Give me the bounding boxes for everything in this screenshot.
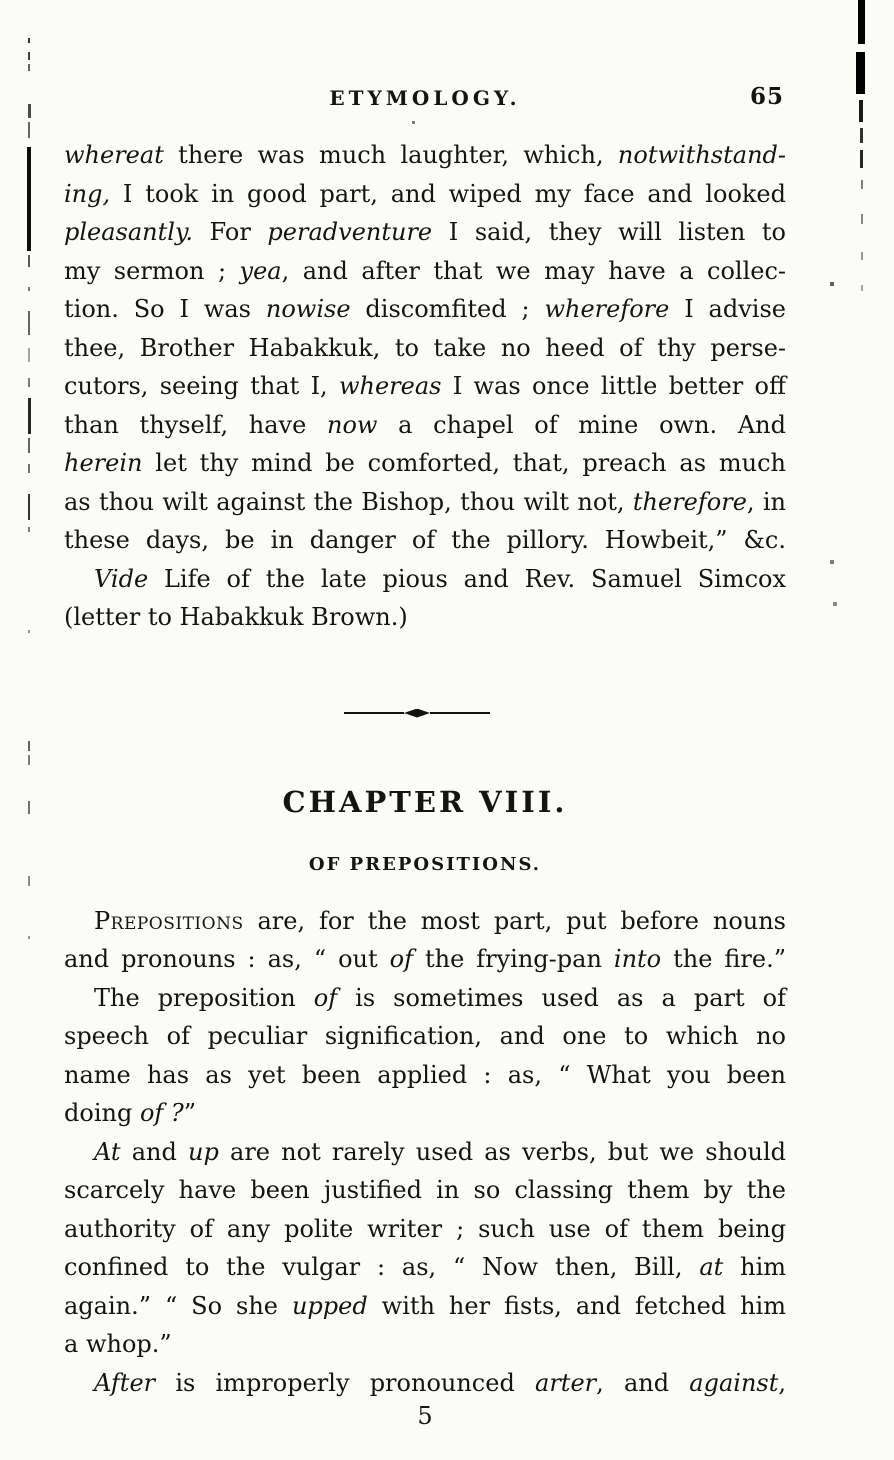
text-segment: After [94,1368,156,1397]
text-line [64,1133,786,1172]
text-segment: him [723,1253,786,1281]
text-segment: whereas [338,372,442,400]
text-segment: are not rarely used as verbs, but we should [218,1137,787,1166]
text-segment: , and after that we may have a collec- [281,256,786,285]
text-segment: tion. So I was [64,295,266,323]
text-segment: peradventure [267,218,433,246]
text-segment: is sometimes used as a part of [337,983,786,1012]
scan-artifact [28,876,30,886]
text-segment: into [613,945,662,973]
scan-artifact [861,180,863,189]
text-segment: The preposition [94,983,314,1012]
scan-artifact [28,378,30,387]
scan-artifact [28,122,30,138]
chapter-text [64,902,786,1403]
scan-artifact [28,630,30,633]
divider-rule-right [430,712,490,715]
text-segment: ing, [64,179,111,208]
text-segment: wherefore [544,295,670,323]
page-number: 65 [749,83,784,110]
text-segment: of [389,945,413,973]
paragraph [64,1133,786,1364]
signature-mark: 5 [417,1402,433,1430]
text-line [64,1248,786,1287]
scan-artifact [861,214,863,224]
text-segment: , in [746,487,787,516]
text-segment: the frying-pan [412,945,614,973]
text-line [64,1171,786,1210]
text-segment: , and [596,1368,690,1397]
text-segment: against [689,1368,779,1397]
text-segment: let thy mind be comforted, that, preach as much [142,449,786,477]
text-segment: cutors, seeing that I, [64,372,339,400]
scan-artifact [861,252,863,260]
text-segment: For [192,218,268,246]
text-segment: is improperly pronounced [155,1368,536,1397]
text-segment: upped [291,1291,368,1320]
text-line [64,367,786,406]
paragraph [64,1364,786,1403]
text-segment: a whop.” [64,1330,172,1358]
text-line [64,290,786,329]
text-segment: (letter to Habakkuk Brown.) [64,603,408,631]
scan-artifact [28,438,30,453]
scan-artifact [28,104,31,118]
scan-artifact [28,494,30,520]
text-segment: doing [64,1099,140,1127]
text-segment: authority of any polite writer ; such use of them being [64,1214,786,1243]
scan-artifact [28,755,30,765]
text-line [64,1325,786,1364]
text-line [64,598,786,637]
section-heading: OF PREPOSITIONS. [308,853,542,875]
scan-artifact [28,398,31,434]
text-line [64,560,786,599]
paragraph [64,902,786,979]
text-line [64,1017,786,1056]
paragraph [64,979,786,1133]
scan-artifact [28,936,30,939]
text-segment: than thyself, have [64,410,327,439]
scan-artifact [28,38,30,43]
divider-diamond-icon [404,709,430,718]
text-segment: a chapel of mine own. And [377,410,786,439]
text-segment: discomfited ; [350,295,545,323]
scan-artifact [28,64,30,71]
scan-artifact [861,285,863,291]
text-line [64,1364,786,1403]
text-segment: up [188,1137,219,1166]
scan-artifact [830,282,834,286]
scan-artifact [856,52,865,94]
scan-artifact [28,741,30,751]
text-segment: nowise [265,295,351,323]
text-segment: , [778,1368,786,1397]
scan-artifact [833,602,837,606]
text-line [64,979,786,1018]
text-line [64,521,786,560]
text-line [64,902,786,941]
text-segment: therefore [632,487,747,516]
text-segment: thee, Brother Habakkuk, to take no heed of thy perse- [64,333,786,362]
section-divider [344,709,490,718]
scan-artifact [28,464,30,473]
text-segment: of [313,983,338,1012]
text-line [64,136,786,175]
page-header [64,83,786,110]
paragraph [64,136,786,560]
text-segment: the fire.” [661,945,787,973]
text-segment: at [699,1253,724,1281]
text-segment: At [94,1137,121,1166]
scan-artifact [860,150,863,168]
running-head: ETYMOLOGY. [329,86,521,110]
scan-artifact [28,801,30,814]
text-segment: notwithstand- [617,141,786,169]
text-segment: I said, they will listen to [432,218,786,246]
text-segment: Vide [94,564,149,593]
scan-artifact [859,100,863,122]
text-line [64,444,786,483]
scan-artifact [28,52,30,60]
text-segment: I advise [669,295,786,323]
text-line [64,175,786,214]
text-segment: whereat [64,141,164,169]
text-segment: as thou wilt against the Bishop, thou wilt not, [64,487,633,516]
divider-rule-left [344,712,404,715]
text-line [64,252,786,291]
paragraph [64,560,786,637]
text-segment: Prepositions [94,906,244,935]
scan-artifact [860,128,863,143]
scan-artifact [858,0,865,44]
text-segment: there was much laughter, which, [163,141,618,169]
text-line [64,329,786,368]
text-line [64,940,786,979]
text-segment: and pronouns : as, “ out [64,945,390,973]
scan-artifact [28,311,30,335]
scan-artifact [28,255,30,267]
text-segment: scarcely have been justified in so classing them by the [64,1176,786,1204]
text-segment: herein [64,449,143,477]
text-segment: again.” “ So she [64,1291,292,1320]
text-segment: of ? [139,1099,184,1127]
text-line [64,213,786,252]
text-segment: now [326,410,378,439]
text-segment: my sermon ; [64,256,240,285]
text-segment: I was once little better off [441,372,786,400]
text-segment: speech of peculiar signification, and one to which no [64,1022,786,1050]
text-line [64,1056,786,1095]
text-segment: arter [535,1368,597,1397]
text-line [64,483,786,522]
text-segment: name has as yet been applied : as, “ What you been [64,1060,786,1089]
text-segment: are, for the most part, put before nouns [243,906,786,935]
text-line [64,1094,786,1133]
chapter-heading: CHAPTER VIII. [282,784,568,819]
text-segment: with her fists, and fetched him [367,1291,786,1320]
scan-artifact [28,287,30,291]
text-line [64,1210,786,1249]
text-line [64,1287,786,1326]
text-segment: these days, be in danger of the pillory. Howbeit,” &c. [64,526,786,554]
text-line [64,406,786,445]
text-segment: and [120,1137,189,1166]
text-segment: ” [183,1099,197,1127]
scan-artifact [28,348,30,362]
text-segment: Life of the late pious and Rev. Samuel Simcox [148,564,786,593]
scan-artifact [28,527,30,532]
text-block [64,136,786,1430]
text-segment: yea [239,256,282,285]
text-segment: I took in good part, and wiped my face and looked [110,179,786,208]
scan-artifact [27,147,31,251]
text-segment: confined to the vulgar : as, “ Now then, Bill, [64,1253,700,1281]
text-segment: pleasantly. [64,218,193,246]
page-text [64,136,786,637]
scan-artifact [412,121,415,124]
scan-artifact [830,560,834,564]
